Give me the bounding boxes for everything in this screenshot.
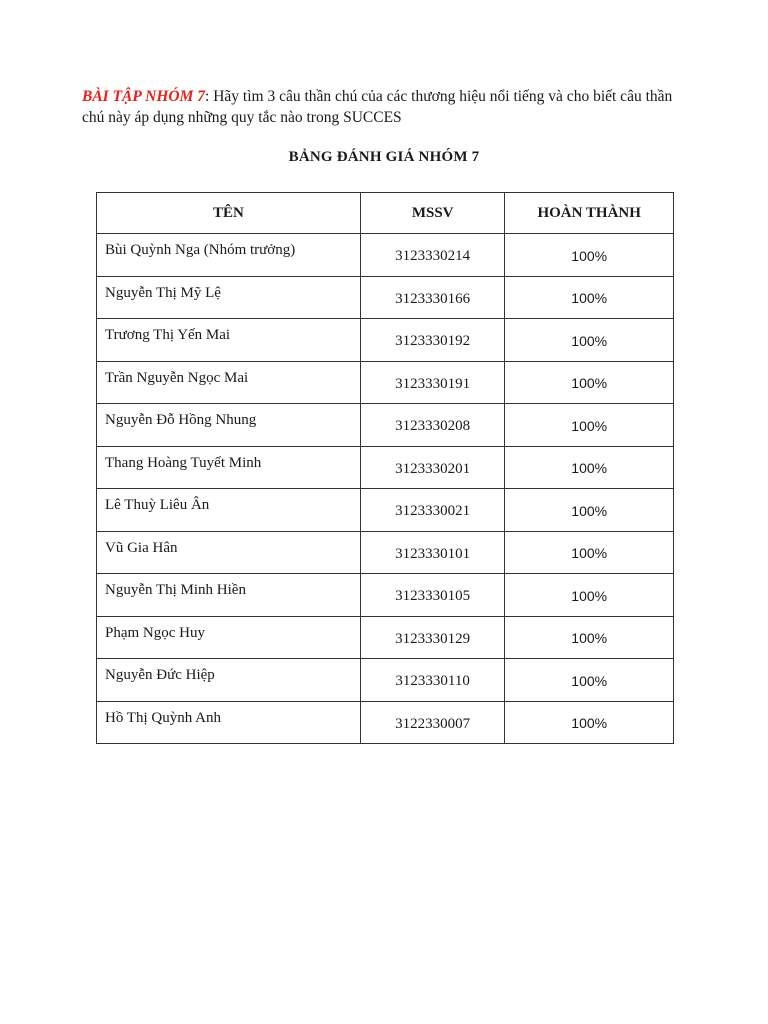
student-id-cell-text: 3123330191 xyxy=(395,375,471,392)
completion-cell xyxy=(505,616,674,659)
student-id-cell xyxy=(360,234,505,277)
member-name-cell xyxy=(97,319,361,362)
header-mssv: MSSV xyxy=(360,193,505,234)
student-id-cell-text: 3123330101 xyxy=(395,545,471,562)
task-label: BÀI TẬP NHÓM 7 xyxy=(82,88,206,105)
member-name-cell-text: Phạm Ngọc Huy xyxy=(105,624,205,641)
member-name-cell xyxy=(97,404,361,447)
member-name-cell xyxy=(97,276,361,319)
member-name-cell-text: Nguyễn Đỗ Hồng Nhung xyxy=(105,412,257,429)
table-row xyxy=(97,701,674,744)
completion-cell-text: 100% xyxy=(571,630,608,647)
table-row xyxy=(97,446,674,489)
student-id-cell-text: 3123330166 xyxy=(395,290,471,307)
completion-cell xyxy=(505,446,674,489)
table-title: BẢNG ĐÁNH GIÁ NHÓM 7 xyxy=(288,149,480,165)
student-id-cell-text: 3123330021 xyxy=(395,503,471,520)
task-paragraph xyxy=(82,86,682,128)
table-row xyxy=(97,531,674,574)
member-name-cell-text: Thang Hoàng Tuyết Minh xyxy=(105,454,262,471)
member-name-cell-text: Nguyễn Đức Hiệp xyxy=(105,667,215,684)
student-id-cell xyxy=(360,659,505,702)
table-header-row xyxy=(97,193,674,234)
completion-cell-text: 100% xyxy=(571,375,608,392)
member-name-cell xyxy=(97,574,361,617)
completion-cell-text: 100% xyxy=(571,672,608,689)
table-row xyxy=(97,234,674,277)
student-id-cell-text: 3123330110 xyxy=(395,673,470,690)
member-name-cell xyxy=(97,446,361,489)
table-row xyxy=(97,404,674,447)
student-id-cell-text: 3123330214 xyxy=(395,248,471,265)
student-id-cell-text: 3123330192 xyxy=(395,333,471,350)
task-separator: : xyxy=(205,88,210,105)
completion-cell-text: 100% xyxy=(571,715,608,732)
student-id-cell-text: 3123330105 xyxy=(395,588,471,605)
member-name-cell xyxy=(97,659,361,702)
member-name-cell xyxy=(97,616,361,659)
header-name: TÊN xyxy=(97,193,361,234)
completion-cell-text: 100% xyxy=(571,247,608,264)
table-row xyxy=(97,319,674,362)
student-id-cell xyxy=(360,446,505,489)
evaluation-table xyxy=(96,192,674,744)
completion-cell xyxy=(505,531,674,574)
completion-cell-text: 100% xyxy=(571,290,608,307)
completion-cell xyxy=(505,319,674,362)
member-name-cell-text: Bùi Quỳnh Nga (Nhóm trưởng) xyxy=(105,242,296,259)
completion-cell-text: 100% xyxy=(571,332,608,349)
student-id-cell xyxy=(360,361,505,404)
table-row xyxy=(97,361,674,404)
student-id-cell-text: 3122330007 xyxy=(395,715,471,732)
completion-cell-text: 100% xyxy=(571,502,608,519)
member-name-cell xyxy=(97,701,361,744)
student-id-cell xyxy=(360,616,505,659)
completion-cell-text: 100% xyxy=(571,587,608,604)
completion-cell xyxy=(505,404,674,447)
member-name-cell xyxy=(97,234,361,277)
member-name-cell xyxy=(97,489,361,532)
member-name-cell xyxy=(97,361,361,404)
member-name-cell-text: Vũ Gia Hân xyxy=(105,539,178,556)
member-name-cell-text: Nguyễn Thị Mỹ Lệ xyxy=(105,284,221,301)
student-id-cell-text: 3123330129 xyxy=(395,630,471,647)
table-row xyxy=(97,574,674,617)
student-id-cell xyxy=(360,276,505,319)
completion-cell xyxy=(505,659,674,702)
member-name-cell-text: Hồ Thị Quỳnh Anh xyxy=(105,709,221,726)
completion-cell-text: 100% xyxy=(571,545,608,562)
student-id-cell xyxy=(360,404,505,447)
member-name-cell-text: Nguyễn Thị Minh Hiền xyxy=(105,582,246,599)
header-completion: HOÀN THÀNH xyxy=(505,193,674,234)
task-text: Hãy tìm 3 câu thần chú của các thương hiệu nổi tiếng và cho biết câu thần chú này áp dụng những quy tắc nào trong SUCCES xyxy=(82,88,673,126)
table-row xyxy=(97,659,674,702)
completion-cell xyxy=(505,234,674,277)
table-row xyxy=(97,616,674,659)
table-row xyxy=(97,489,674,532)
student-id-cell-text: 3123330201 xyxy=(395,460,471,477)
member-name-cell xyxy=(97,531,361,574)
student-id-cell xyxy=(360,574,505,617)
student-id-cell xyxy=(360,531,505,574)
student-id-cell xyxy=(360,489,505,532)
member-name-cell-text: Trương Thị Yến Mai xyxy=(105,327,231,344)
member-name-cell-text: Trần Nguyễn Ngọc Mai xyxy=(105,369,249,386)
student-id-cell-text: 3123330208 xyxy=(395,418,471,435)
member-name-cell-text: Lê Thuỳ Liêu Ân xyxy=(105,497,210,514)
table-row xyxy=(97,276,674,319)
student-id-cell xyxy=(360,319,505,362)
completion-cell xyxy=(505,361,674,404)
student-id-cell xyxy=(360,701,505,744)
completion-cell-text: 100% xyxy=(571,460,608,477)
completion-cell xyxy=(505,701,674,744)
completion-cell xyxy=(505,276,674,319)
completion-cell xyxy=(505,574,674,617)
completion-cell xyxy=(505,489,674,532)
completion-cell-text: 100% xyxy=(571,417,608,434)
table-body xyxy=(97,234,674,744)
